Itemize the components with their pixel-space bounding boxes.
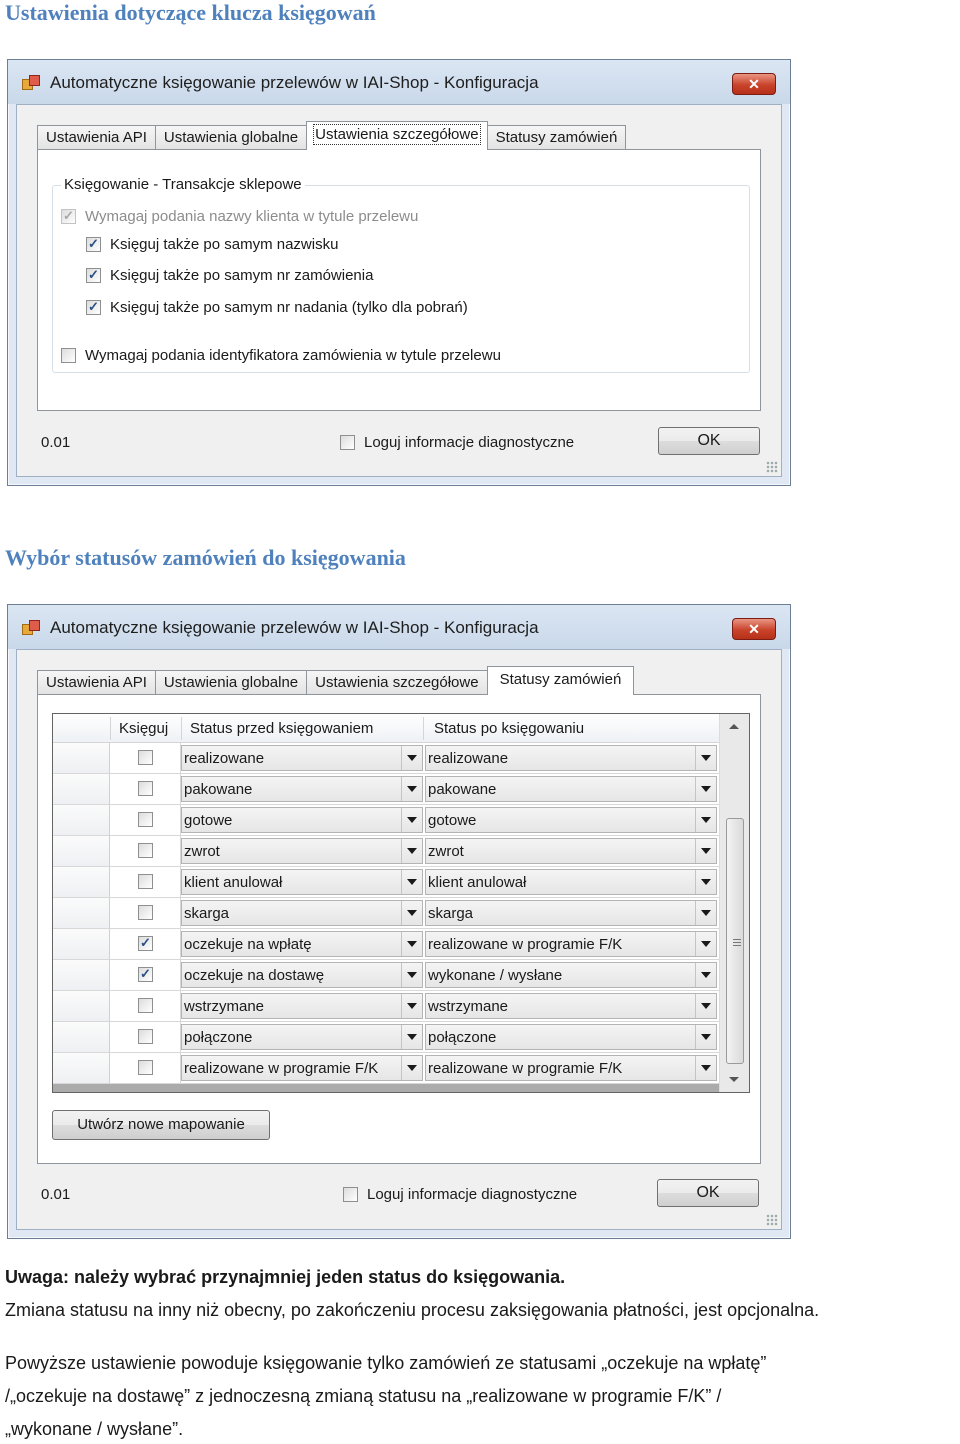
chevron-down-icon[interactable]	[401, 808, 422, 832]
status-before-combo[interactable]	[181, 931, 423, 957]
tab-detailed-settings[interactable]	[306, 121, 487, 150]
tab-api-settings[interactable]	[37, 670, 156, 694]
close-icon: ✕	[748, 76, 760, 92]
book-cell	[110, 929, 181, 959]
row-header[interactable]	[53, 898, 110, 928]
checkbox-label: Loguj informacje diagnostyczne	[367, 1186, 578, 1203]
combo-value: skarga	[428, 905, 474, 922]
row-header[interactable]	[53, 743, 110, 773]
book-by-order-number-checkbox[interactable]	[86, 267, 373, 284]
book-checkbox[interactable]	[138, 1029, 153, 1044]
tab-label: Ustawienia API	[46, 129, 147, 146]
combo-value: skarga	[184, 905, 230, 922]
combo-value: wstrzymane	[184, 998, 265, 1015]
create-new-mapping-button[interactable]: Utwórz nowe mapowanie	[52, 1110, 270, 1140]
chevron-down-icon[interactable]	[401, 746, 422, 770]
status-after-combo[interactable]	[425, 962, 717, 988]
note-line-4: „wykonane / wysłane”.	[5, 1419, 184, 1439]
note-line-1: Zmiana statusu na inny niż obecny, po zakończeniu procesu zaksięgowania płatności, jest opcjonalna.	[5, 1300, 820, 1320]
row-header[interactable]	[53, 867, 110, 897]
combo-value: połączone	[428, 1029, 497, 1046]
book-checkbox[interactable]	[138, 750, 153, 765]
table-row	[53, 774, 719, 805]
chevron-down-icon[interactable]	[695, 1056, 716, 1080]
config-window-details	[7, 59, 791, 486]
row-header[interactable]	[53, 805, 110, 835]
checkbox-label: Księguj także po samym nr zamówienia	[110, 267, 374, 284]
status-after-combo[interactable]	[425, 745, 717, 771]
chevron-down-icon[interactable]	[401, 994, 422, 1018]
book-checkbox[interactable]: ✓	[138, 936, 153, 951]
window-title: Automatyczne księgowanie przelewów w IAI-Shop - Konfiguracja	[50, 73, 539, 92]
row-header[interactable]	[53, 836, 110, 866]
chevron-down-icon[interactable]	[401, 1025, 422, 1049]
book-checkbox[interactable]	[138, 1060, 153, 1075]
column-header-book[interactable]: Księguj	[119, 720, 169, 737]
book-cell	[110, 898, 181, 928]
table-row	[53, 1053, 719, 1084]
status-after-combo[interactable]	[425, 807, 717, 833]
row-header[interactable]	[53, 960, 110, 990]
note-line-3: /„oczekuje na dostawę” z jednoczesną zmianą statusu na „realizowane w programie F/K” /	[5, 1386, 722, 1406]
book-cell	[110, 743, 181, 773]
combo-value: wykonane / wysłane	[428, 967, 563, 984]
version-label: 0.01	[41, 1186, 71, 1203]
window-client	[16, 649, 782, 1230]
chevron-down-icon[interactable]	[695, 746, 716, 770]
status-before-combo[interactable]	[181, 807, 423, 833]
chevron-down-icon[interactable]	[401, 901, 422, 925]
combo-value: realizowane w programie F/K	[428, 1060, 623, 1077]
chevron-down-icon[interactable]	[401, 932, 422, 956]
status-before-combo[interactable]	[181, 993, 423, 1019]
chevron-down-icon[interactable]	[695, 1025, 716, 1049]
status-mapping-grid	[52, 713, 750, 1093]
close-icon: ✕	[748, 621, 760, 637]
chevron-down-icon[interactable]	[401, 870, 422, 894]
book-cell	[110, 1022, 181, 1052]
status-before-combo[interactable]	[181, 900, 423, 926]
tab-label: Ustawienia globalne	[163, 129, 299, 146]
combo-value: realizowane	[428, 750, 509, 767]
tab-label: Ustawienia API	[46, 674, 147, 691]
checkbox-label: Wymagaj podania identyfikatora zamówienia w tytule przelewu	[85, 347, 501, 364]
status-before-combo[interactable]	[181, 838, 423, 864]
status-after-combo[interactable]	[425, 776, 717, 802]
tab-strip	[37, 666, 633, 694]
chevron-down-icon[interactable]	[401, 777, 422, 801]
book-checkbox[interactable]	[138, 843, 153, 858]
close-button[interactable]	[732, 618, 776, 640]
require-order-id-checkbox[interactable]	[61, 347, 501, 364]
diagnostic-log-checkbox[interactable]	[340, 434, 574, 451]
status-after-combo[interactable]	[425, 931, 717, 957]
table-row	[53, 836, 719, 867]
status-after-combo[interactable]	[425, 838, 717, 864]
tab-panel	[37, 149, 761, 411]
status-after-combo[interactable]	[425, 900, 717, 926]
status-before-combo[interactable]	[181, 962, 423, 988]
config-window-statuses	[7, 604, 791, 1239]
window-client	[16, 104, 782, 477]
tab-label: Statusy zamówień	[499, 671, 622, 688]
tab-global-settings[interactable]	[155, 125, 307, 149]
checkbox-box: ✓	[61, 209, 76, 224]
status-after-combo[interactable]	[425, 869, 717, 895]
table-row	[53, 1022, 719, 1053]
combo-value: zwrot	[184, 843, 220, 860]
column-header-status-after[interactable]: Status po księgowaniu	[434, 720, 585, 737]
status-after-combo[interactable]	[425, 1055, 717, 1081]
combo-value: gotowe	[428, 812, 477, 829]
book-cell	[110, 805, 181, 835]
tab-order-statuses[interactable]	[487, 125, 627, 149]
combo-value: gotowe	[184, 812, 233, 829]
section-heading-ledger-key: Ustawienia dotyczące klucza księgowań	[5, 0, 376, 25]
checkbox-label: Loguj informacje diagnostyczne	[364, 434, 575, 451]
close-button[interactable]	[732, 73, 776, 95]
tab-global-settings[interactable]	[155, 670, 307, 694]
combo-value: połączone	[184, 1029, 253, 1046]
table-row	[53, 929, 719, 960]
group-title: Księgowanie - Transakcje sklepowe	[61, 176, 305, 193]
book-checkbox[interactable]	[138, 812, 153, 827]
status-before-combo[interactable]	[181, 1055, 423, 1081]
checkbox-box: ✓	[86, 268, 101, 283]
require-client-name-checkbox[interactable]	[61, 208, 418, 225]
combo-value: klient anulował	[184, 874, 283, 891]
checkbox-box	[343, 1187, 358, 1202]
ok-button[interactable]: OK	[658, 427, 760, 455]
chevron-down-icon[interactable]	[695, 901, 716, 925]
checkbox-label: Księguj także po samym nr nadania (tylko dla pobrań)	[110, 299, 468, 316]
combo-value: oczekuje na wpłatę	[184, 936, 312, 953]
table-row	[53, 867, 719, 898]
combo-value: oczekuje na dostawę	[184, 967, 325, 984]
combo-value: realizowane	[184, 750, 265, 767]
tab-label: Statusy zamówień	[495, 129, 618, 146]
book-cell	[110, 867, 181, 897]
section-heading-status-selection: Wybór statusów zamówień do księgowania	[5, 545, 406, 570]
row-header[interactable]	[53, 1053, 110, 1083]
book-by-surname-checkbox[interactable]	[86, 236, 338, 253]
grid-scrollbar[interactable]	[719, 714, 749, 1092]
chevron-down-icon[interactable]	[695, 932, 716, 956]
combo-value: realizowane w programie F/K	[184, 1060, 379, 1077]
status-after-combo[interactable]	[425, 993, 717, 1019]
chevron-down-icon[interactable]	[695, 994, 716, 1018]
scroll-down-icon[interactable]	[729, 1077, 739, 1082]
scroll-up-icon[interactable]	[729, 724, 739, 729]
status-before-combo[interactable]	[181, 869, 423, 895]
book-cell	[110, 774, 181, 804]
status-after-combo[interactable]	[425, 1024, 717, 1050]
book-checkbox[interactable]	[138, 781, 153, 796]
checkbox-box: ✓	[86, 237, 101, 252]
chevron-down-icon[interactable]	[695, 839, 716, 863]
book-checkbox[interactable]	[138, 874, 153, 889]
checkbox-label: Wymagaj podania nazwy klienta w tytule przelewu	[85, 208, 419, 225]
app-icon	[22, 620, 42, 638]
book-checkbox[interactable]	[138, 905, 153, 920]
app-icon	[22, 75, 42, 93]
tab-strip	[37, 121, 625, 149]
status-before-combo[interactable]	[181, 745, 423, 771]
chevron-down-icon[interactable]	[695, 870, 716, 894]
combo-value: zwrot	[428, 843, 464, 860]
table-row	[53, 898, 719, 929]
chevron-down-icon[interactable]	[401, 963, 422, 987]
table-row	[53, 960, 719, 991]
chevron-down-icon[interactable]	[401, 839, 422, 863]
chevron-down-icon[interactable]	[695, 777, 716, 801]
chevron-down-icon[interactable]	[695, 963, 716, 987]
row-header[interactable]	[53, 991, 110, 1021]
book-cell	[110, 960, 181, 990]
tab-api-settings[interactable]	[37, 125, 156, 149]
tab-label: Ustawienia globalne	[163, 674, 299, 691]
tab-label: Ustawienia szczegółowe	[315, 674, 479, 691]
book-checkbox[interactable]: ✓	[138, 967, 153, 982]
tab-order-statuses[interactable]	[487, 666, 635, 695]
row-header[interactable]	[53, 929, 110, 959]
checkbox-box: ✓	[86, 300, 101, 315]
book-by-shipment-number-checkbox[interactable]	[86, 299, 468, 316]
table-row	[53, 991, 719, 1022]
combo-value: pakowane	[428, 781, 497, 798]
table-row	[53, 805, 719, 836]
table-row	[53, 743, 719, 774]
status-before-combo[interactable]	[181, 776, 423, 802]
scroll-thumb[interactable]	[726, 818, 744, 1064]
checkbox-label: Księguj także po samym nazwisku	[110, 236, 339, 253]
resize-grip[interactable]	[766, 461, 778, 473]
combo-value: klient anulował	[428, 874, 527, 891]
book-checkbox[interactable]	[138, 998, 153, 1013]
grid-header	[53, 714, 719, 743]
book-cell	[110, 1053, 181, 1083]
note-line-2: Powyższe ustawienie powoduje księgowanie tylko zamówień ze statusami „oczekuje na wpłatę”	[5, 1353, 767, 1373]
resize-grip[interactable]	[766, 1214, 778, 1226]
warning-note: Uwaga: należy wybrać przynajmniej jeden status do księgowania.	[5, 1267, 566, 1287]
checkbox-box	[61, 348, 76, 363]
chevron-down-icon[interactable]	[401, 1056, 422, 1080]
grip-icon	[733, 939, 741, 946]
status-before-combo[interactable]	[181, 1024, 423, 1050]
ok-button[interactable]: OK	[657, 1179, 759, 1207]
book-cell	[110, 836, 181, 866]
combo-value: pakowane	[184, 781, 253, 798]
tab-label: Ustawienia szczegółowe	[315, 126, 479, 143]
version-label: 0.01	[41, 434, 71, 451]
row-header[interactable]	[53, 1022, 110, 1052]
checkbox-box	[340, 435, 355, 450]
row-header[interactable]	[53, 774, 110, 804]
title-bar[interactable]	[8, 60, 790, 104]
combo-value: realizowane w programie F/K	[428, 936, 623, 953]
chevron-down-icon[interactable]	[695, 808, 716, 832]
window-title: Automatyczne księgowanie przelewów w IAI-Shop - Konfiguracja	[50, 618, 539, 637]
book-cell	[110, 991, 181, 1021]
diagnostic-log-checkbox[interactable]	[343, 1186, 577, 1203]
combo-value: wstrzymane	[428, 998, 509, 1015]
tab-panel	[37, 694, 761, 1164]
title-bar[interactable]	[8, 605, 790, 649]
column-header-status-before[interactable]: Status przed księgowaniem	[190, 720, 374, 737]
tab-detailed-settings[interactable]	[306, 670, 487, 694]
